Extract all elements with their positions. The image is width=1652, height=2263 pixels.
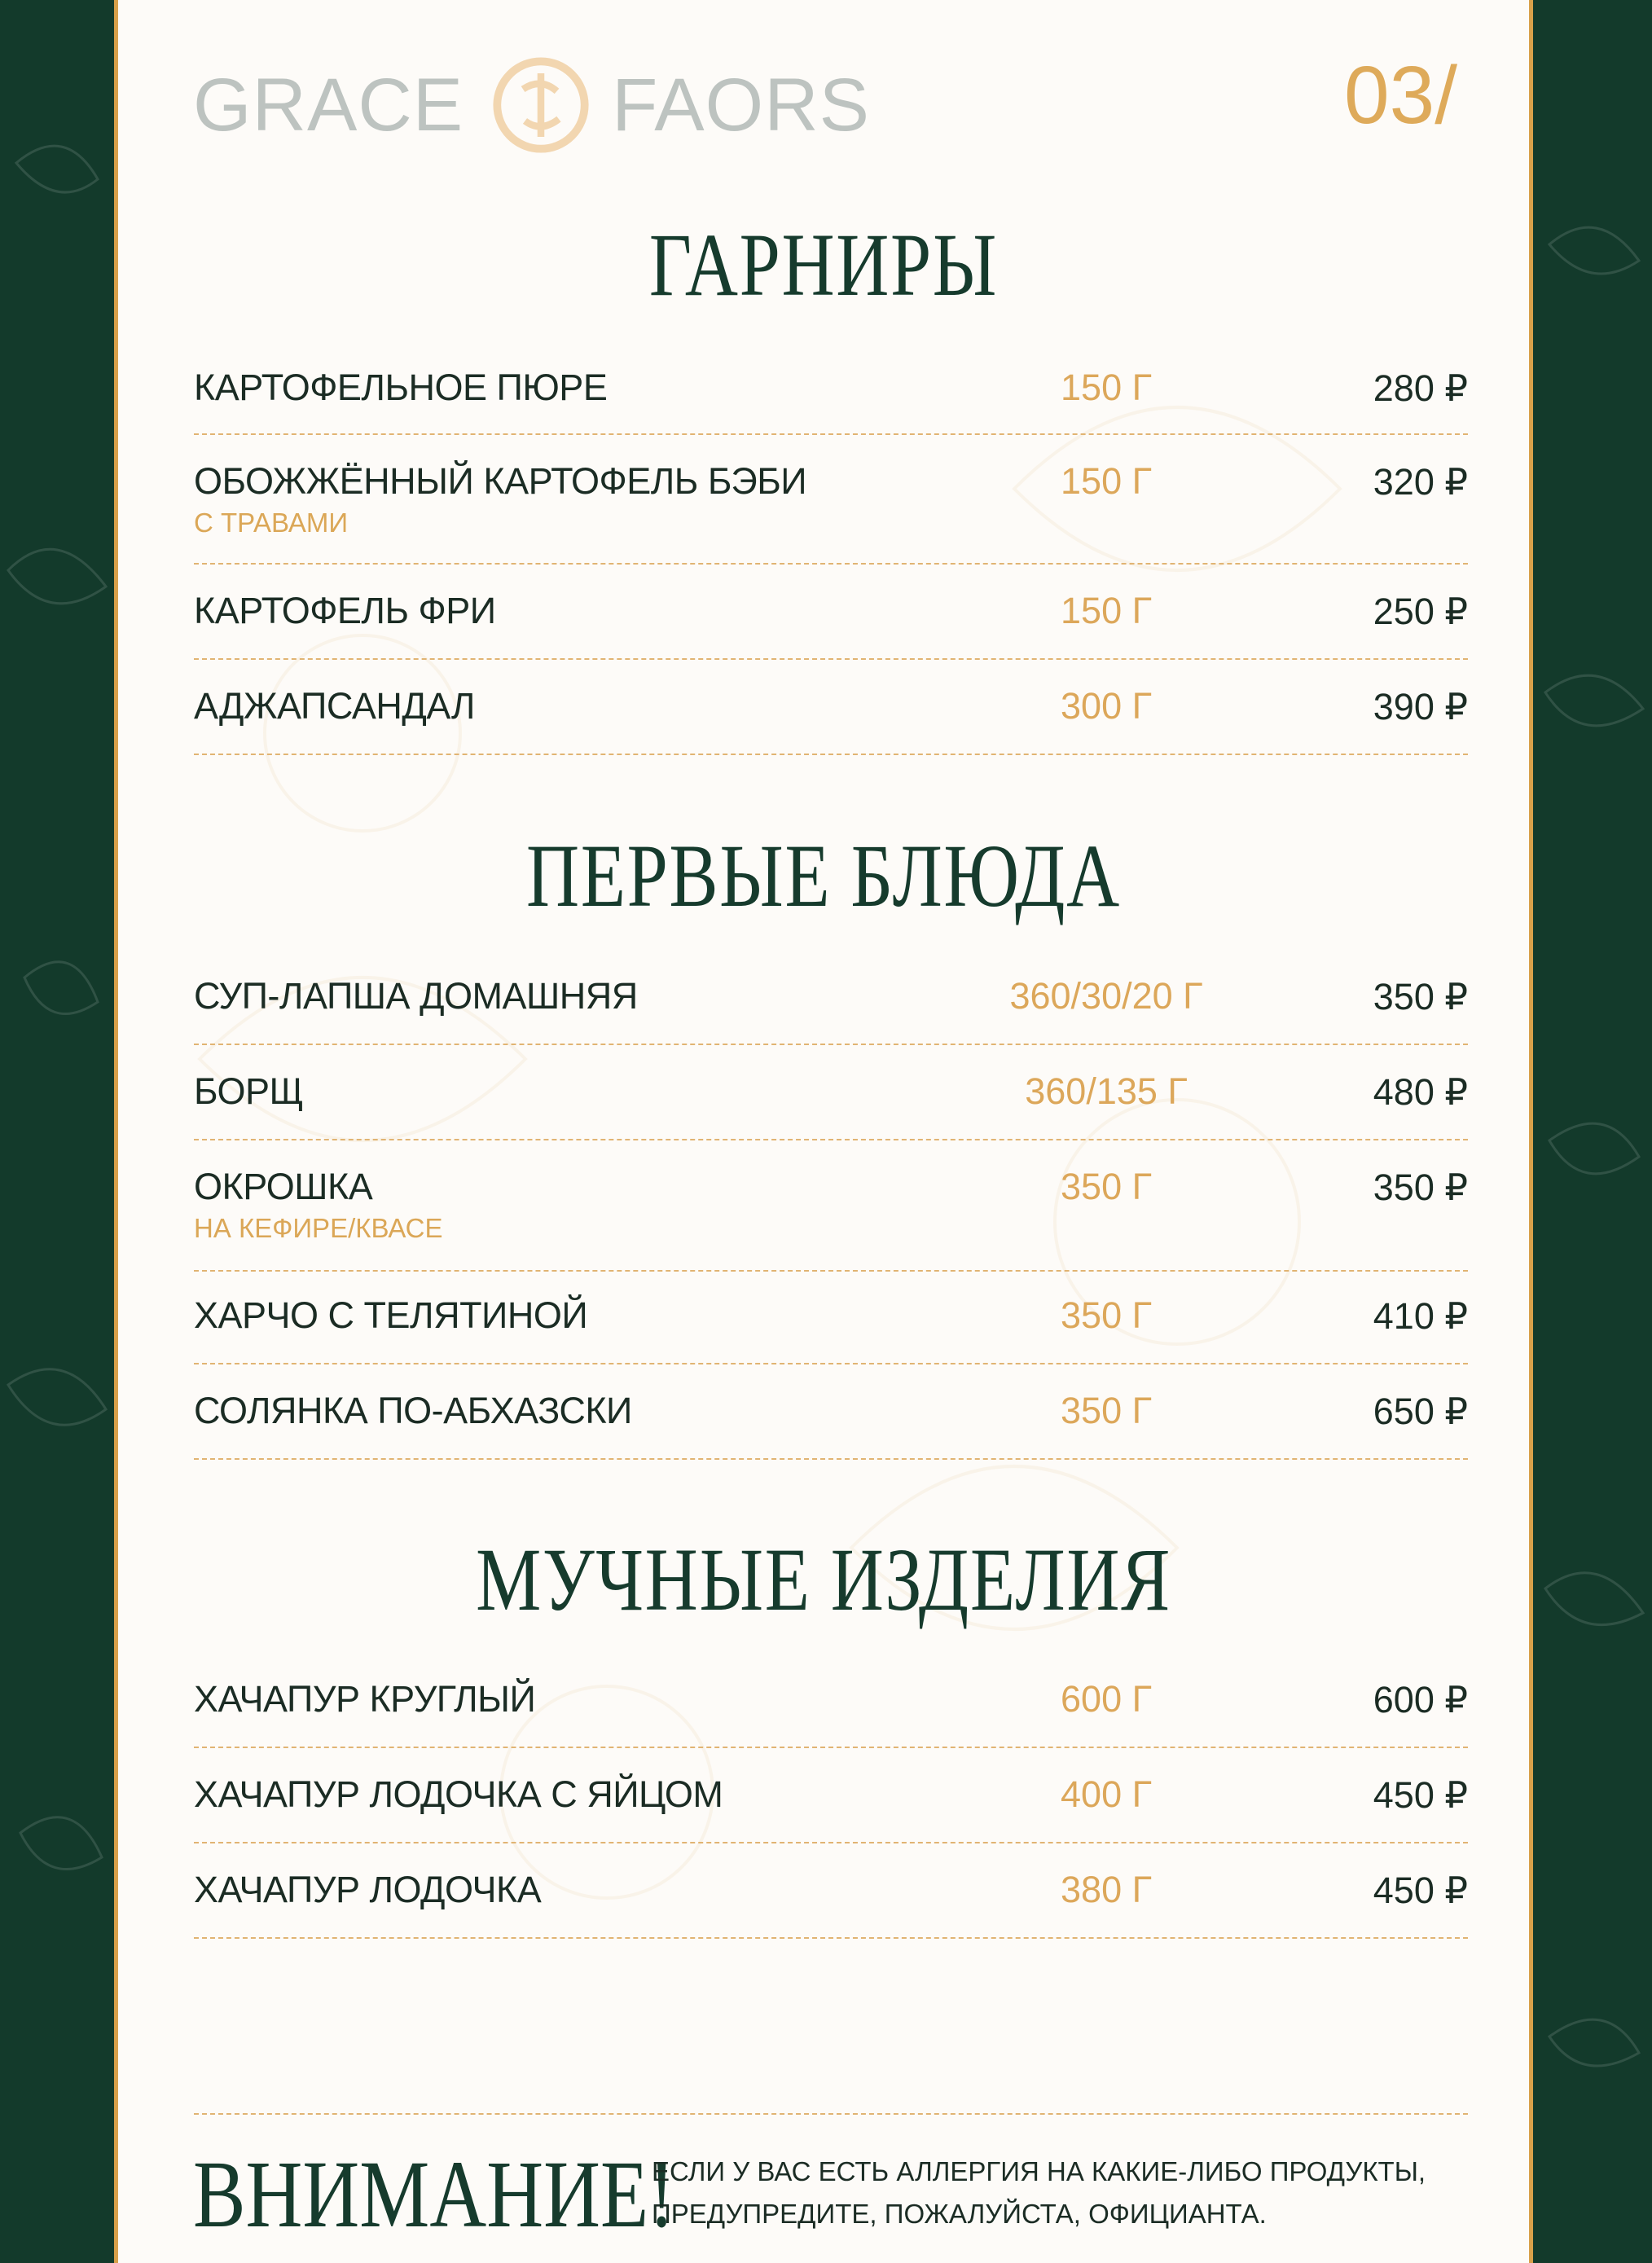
allergy-notice-line-1: ЕСЛИ У ВАС ЕСТЬ АЛЛЕРГИЯ НА КАКИЕ-ЛИБО ПРОДУКТЫ, <box>652 2156 1426 2186</box>
floral-background <box>118 0 1533 2263</box>
item-price: 350 ₽ <box>1373 1167 1468 1208</box>
item-name: ХАЧАПУР ЛОДОЧКА С ЯЙЦОМ <box>194 1773 723 1815</box>
item-name: АДЖАПСАНДАЛ <box>194 685 475 727</box>
leaf-pattern <box>1533 0 1652 2263</box>
brand-logo <box>193 55 870 155</box>
divider <box>194 658 1468 660</box>
section-title-soups: ПЕРВЫЕ БЛЮДА <box>526 826 1121 925</box>
brand-name-right: FAORS <box>612 63 871 147</box>
item-price: 450 ₽ <box>1373 1870 1468 1911</box>
item-price: 450 ₽ <box>1373 1774 1468 1816</box>
divider <box>194 754 1468 755</box>
item-price: 320 ₽ <box>1373 461 1468 503</box>
item-price: 410 ₽ <box>1373 1295 1468 1337</box>
item-name: БОРЩ <box>194 1070 304 1112</box>
brand-name-left: GRACE <box>193 63 464 147</box>
allergy-notice <box>652 2151 1426 2235</box>
divider <box>194 1363 1468 1364</box>
item-price: 350 ₽ <box>1373 976 1468 1017</box>
item-price: 600 ₽ <box>1373 1679 1468 1720</box>
item-name: КАРТОФЕЛЬНОЕ ПЮРЕ <box>194 367 608 408</box>
menu-page: GRACE FAORS 03/ ГАРНИРЫ КАРТОФЕЛЬНОЕ ПЮРЕ 150 Г 280 ₽ ОБОЖЖЁННЫЙ КАРТОФЕЛЬ БЭБИ С ТРАВАМИ 150 Г 320 ₽ КАРТОФЕЛЬ ФРИ 150 Г 250 ₽ АДЖАПСАНДАЛ 300 Г 390 ₽ ПЕРВЫЕ БЛЮДА СУП-ЛАПША ДОМАШНЯЯ 360/30/20 Г 350 ₽ БОРЩ 360/135 Г 480 ₽ ОКРОШКА НА КЕФИРЕ/КВАСЕ 350 Г 350 ₽ ХАРЧО С ТЕЛЯТИНОЙ 350 Г 410 ₽ СОЛЯНКА ПО-АБХАЗСКИ 350 Г 650 ₽ МУЧНЫЕ ИЗДЕЛИЯ ХАЧАПУР КРУГЛЫЙ 600 Г 600 ₽ ХАЧАПУР ЛОДОЧКА С ЯЙЦОМ 400 Г 450 ₽ ХАЧАПУР ЛОДОЧКА 380 Г 450 ₽ ВНИМАНИЕ! ЕСЛИ У ВАС ЕСТЬ АЛЛЕРГИЯ НА КАКИЕ-ЛИБО ПРОДУКТЫ, ПРЕДУПРЕДИТЕ, ПОЖАЛУЙСТА, ОФИЦИАНТА. <box>114 0 1533 2263</box>
divider <box>194 1842 1468 1843</box>
left-border-panel <box>0 0 114 2263</box>
divider <box>194 433 1468 435</box>
divider <box>194 1747 1468 1748</box>
footer-divider <box>194 2113 1468 2115</box>
section-title-garnishes: ГАРНИРЫ <box>648 215 999 314</box>
item-note: С ТРАВАМИ <box>194 508 349 538</box>
item-name: ОБОЖЖЁННЫЙ КАРТОФЕЛЬ БЭБИ <box>194 460 807 502</box>
item-price: 650 ₽ <box>1373 1391 1468 1432</box>
item-name: ХАЧАПУР КРУГЛЫЙ <box>194 1678 536 1720</box>
attention-heading: ВНИМАНИЕ! <box>193 2141 675 2248</box>
divider <box>194 1270 1468 1272</box>
right-border-panel <box>1533 0 1652 2263</box>
item-price: 480 ₽ <box>1373 1071 1468 1113</box>
item-name: ХАРЧО С ТЕЛЯТИНОЙ <box>194 1294 588 1336</box>
divider <box>194 1937 1468 1939</box>
allergy-notice-line-2: ПРЕДУПРЕДИТЕ, ПОЖАЛУЙСТА, ОФИЦИАНТА. <box>652 2199 1267 2229</box>
page-number: 03/ <box>1343 50 1457 141</box>
divider <box>194 1044 1468 1045</box>
item-name: СУП-ЛАПША ДОМАШНЯЯ <box>194 975 638 1017</box>
divider <box>194 563 1468 565</box>
item-name: СОЛЯНКА ПО-АБХАЗСКИ <box>194 1390 632 1431</box>
item-note: НА КЕФИРЕ/КВАСЕ <box>194 1213 443 1243</box>
item-price: 390 ₽ <box>1373 686 1468 727</box>
item-name: ОКРОШКА <box>194 1166 373 1207</box>
item-name: КАРТОФЕЛЬ ФРИ <box>194 590 496 631</box>
item-price: 250 ₽ <box>1373 591 1468 632</box>
brand-emblem-icon <box>491 55 591 155</box>
section-title-pastry: МУЧНЫЕ ИЗДЕЛИЯ <box>476 1530 1171 1629</box>
item-name: ХАЧАПУР ЛОДОЧКА <box>194 1869 542 1910</box>
leaf-pattern <box>0 0 114 2263</box>
divider <box>194 1139 1468 1140</box>
divider <box>194 1458 1468 1460</box>
item-price: 280 ₽ <box>1373 367 1468 409</box>
